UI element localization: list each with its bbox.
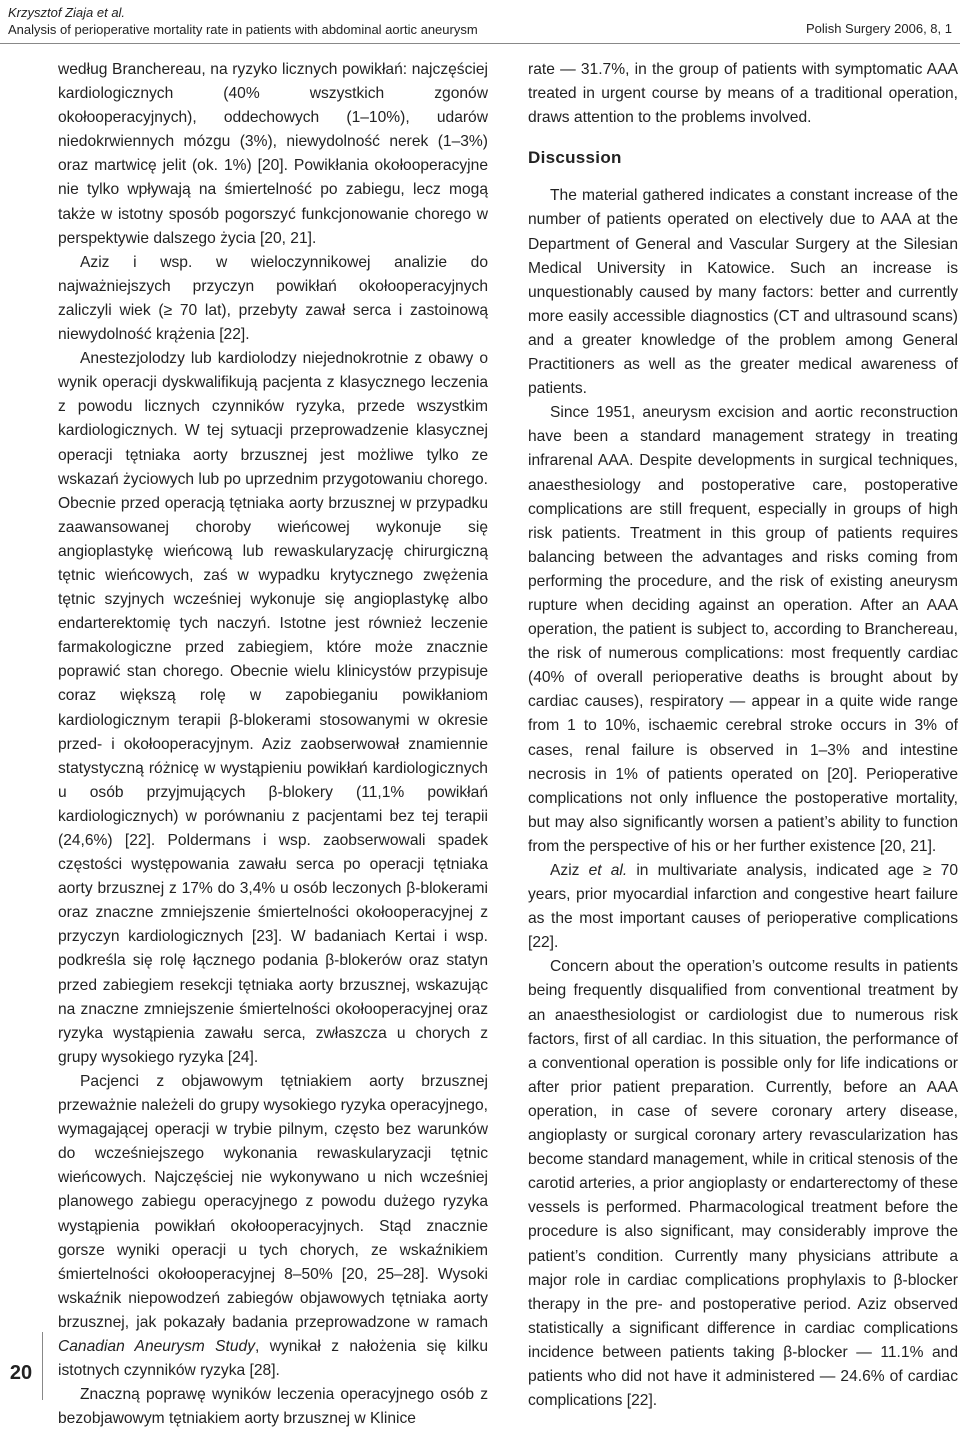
left-paragraph-4: Pacjenci z objawowym tętniakiem aorty brzusznej przeważnie należeli do grupy wysokiego ryzyka operacyjnego, wymagającej operacji w trybie pilnym, często bez warunków do wcześniejszego wykonania rewaskularyzacji tętnic wieńcowych. Najczęściej nie wykonywano u nich wcześniej planowego zabiegu operacyjnego z powodu dużego ryzyka wystąpienia powikłań okołooperacyjnych. Stąd znacznie gorsze wyniki operacji u tych chorych, ze wskaźnikiem śmiertelności okołooperacyjnej 8–50% [20, 25–28]. Wysoki wskaźnik niepowodzeń zabiegów objawowych tętniaka aorty brzusznej, jak pokazały badania przeprowadzone w ramach Canadian Aneurysm Study, wynikał z nałożenia się kilku istotnych czynników ryzyka [28].: [58, 1072, 488, 1380]
header-author: Krzysztof Ziaja et al.: [8, 5, 126, 20]
right-paragraph-2: The material gathered indicates a constant increase of the number of patients operated on electively due to AAA at the Department of General and Vascular Surgery at the Silesian Medical University in Katowice. Such an increase is unquestionably caused by many factors: better and currently more easily accessible diagnostics (CT and ultrasound scans) and a greater knowledge of the problem among General Practitioners as well as the greater medical awareness of patients.: [528, 187, 958, 398]
et-al: et al.: [588, 862, 628, 879]
right-paragraph-3: Since 1951, aneurysm excision and aortic reconstruction have been a standard management strategy in treating infrarenal AAA. Despite developments in surgical techniques, anaesthesiology and postoperative care, postoperative complications are still frequent, especially in groups of high risk patients. Treatment in this group of patients requires balancing between the advantages and risks coming from performing the procedure, and the risk of existing aneurysm rupture when deciding against an operation. After an AAA operation, the patient is subject to, according to Branchereau, the risk of numerous complications: most frequently cardiac (40% of overall perioperative deaths is brought about by cardiac causes), respiratory — appear in a quite wide range from 1 to 10%, ischaemic cerebral stroke occurs in 3% of cases, renal failure is observed in 1–3% and intestine necrosis in 1% of patients operated on [20]. Perioperative complications not only influence the postoperative mortality, but may also significantly worsen a patient’s ability to function from the perspective of his or her further existence [20, 21].: [528, 404, 958, 855]
right-paragraph-5: Concern about the operation’s outcome results in patients being frequently disqualified from conventional treatment by an anaesthesiologist or cardiologist due to numerous risk factors, first of all cardiac. In this situation, the performance of a conventional operation is possible only for life indications or after prior patient preparation. Currently, before an AAA operation, in case of severe coronary artery disease, angioplasty or surgical coronary artery revascularization has become standard management, while in critical stenosis of the carotid arteries, a prior angioplasty or endarterectomy of these vessels is performed. Pharmacological treatment before the procedure is also significant, may considerably improve the patient’s condition. Currently many physicians attribute a major role in cardiac complications prophylaxis to β-blocker therapy in the pre- and postoperative period. Aziz observed statistically a significant difference in cardiac complications incidence between patients taking β-blocker — 11.1% and patients who did not have it administered — 24.6% of cardiac complications [22].: [528, 958, 958, 1410]
left-paragraph-1: według Branchereau, na ryzyko licznych powikłań: najczęściej kardiologicznych (40% wszystkich zgonów okołooperacyjnych), oddechowych (1–10%), udarów niedokrwiennych mózgu (3%), niewydolność nerek (1–3%) oraz martwicę jelit (ok. 1%) [20]. Powikłania okołooperacyjne nie tylko wpływają na śmiertelność po zabiegu, lecz mogą także w istotny sposób pogorszyć funkcjonowanie chorego w perspektywie dalszego życia [20, 21].: [58, 61, 488, 247]
running-header: [8, 4, 478, 38]
page-number: 20: [9, 1362, 33, 1384]
header-journal: Polish Surgery 2006, 8, 1: [806, 21, 952, 36]
left-paragraph-5: Znaczną poprawę wyników leczenia operacyjnego osób z bezobjawowym tętniakiem aorty brzusznej w Klinice: [58, 1386, 488, 1428]
left-paragraph-3: Anestezjolodzy lub kardiolodzy niejednokrotnie z obawy o wynik operacji dyskwalifikują pacjenta z klasycznego leczenia z powodu licznych czynników ryzyka, przede wszystkim kardiologicznych. W tej sytuacji przeprowadzenie klasycznej operacji tętniaka aorty brzusznej jest możliwe tylko ze wskazań życiowych lub po uprzednim przygotowaniu chorego. Obecnie przed operacją tętniaka aorty brzusznej w przypadku zaawansowanej choroby wieńcowej wykonuje się angioplastykę wieńcową lub rewaskularyzację chirurgiczną tętnic wieńcowych, zaś w wypadku krytycznego zwężenia tętnic szyjnych wcześniej wykonuje się angioplastykę albo endarterektomię tych naczyń. Istotne jest również leczenie farmakologiczne przed zabiegiem, które może znacznie poprawić stan chorego. Obecnie wielu klinicystów przypisuje coraz większą rolę w zapobieganiu powikłaniom kardiologicznym terapii β-blokerami stosowanymi w okresie przed- i okołooperacyjnym. Aziz zaobserwował znamiennie statystyczną różnicę w wystąpieniu powikłań kardiologicznych u osób przyjmujących β-blokery (11,1% powikłań kardiologicznych) w porównaniu z pacjentami bez tej terapii (24,6%) [22]. Poldermans i wsp. zaobserwowali spadek częstości występowania zawału serca po operacji tętniaka aorty brzusznej z 17% do 3,4% u osób leczonych β-blokerami oraz znaczne zmniejszenie śmiertelności okołooperacyjnej z przyczyn kardiologicznych [23]. W badaniach Kertai i wsp. podkreśla się rolę łącznego podania β-blokerów oraz statyn przed zabiegiem resekcji tętniaka aorty brzusznej, wskazując na znaczne zmniejszenie śmiertelności okołooperacyjnej oraz ryzyka wystąpienia zawału serca, zwłaszcza u chorych z grupy wysokiego ryzyka [24].: [58, 350, 488, 1066]
section-heading: Discussion: [528, 148, 622, 168]
page-number-rule: [42, 1332, 43, 1400]
right-paragraph-1: rate — 31.7%, in the group of patients with symptomatic AAA treated in urgent course by means of a traditional operation, draws attention to the problems involved.: [528, 61, 958, 127]
right-column: [528, 58, 958, 1413]
study-name: Canadian Aneurysm Study: [58, 1337, 255, 1355]
left-column: [58, 58, 488, 1431]
header-article-title: Analysis of perioperative mortality rate in patients with abdominal aortic aneurysm: [8, 22, 478, 37]
left-paragraph-2: Aziz i wsp. w wieloczynnikowej analizie do najważniejszych przyczyn powikłań okołooperacyjnych zaliczyli wiek (≥ 70 lat), przebyty zawał serca i zastoinową niewydolność krążenia [22].: [58, 253, 488, 344]
right-paragraph-4: Aziz et al. in multivariate analysis, indicated age ≥ 70 years, prior myocardial infarction and congestive heart failure as the most important causes of perioperative complications [22].: [528, 862, 958, 952]
header-divider: [0, 43, 960, 44]
